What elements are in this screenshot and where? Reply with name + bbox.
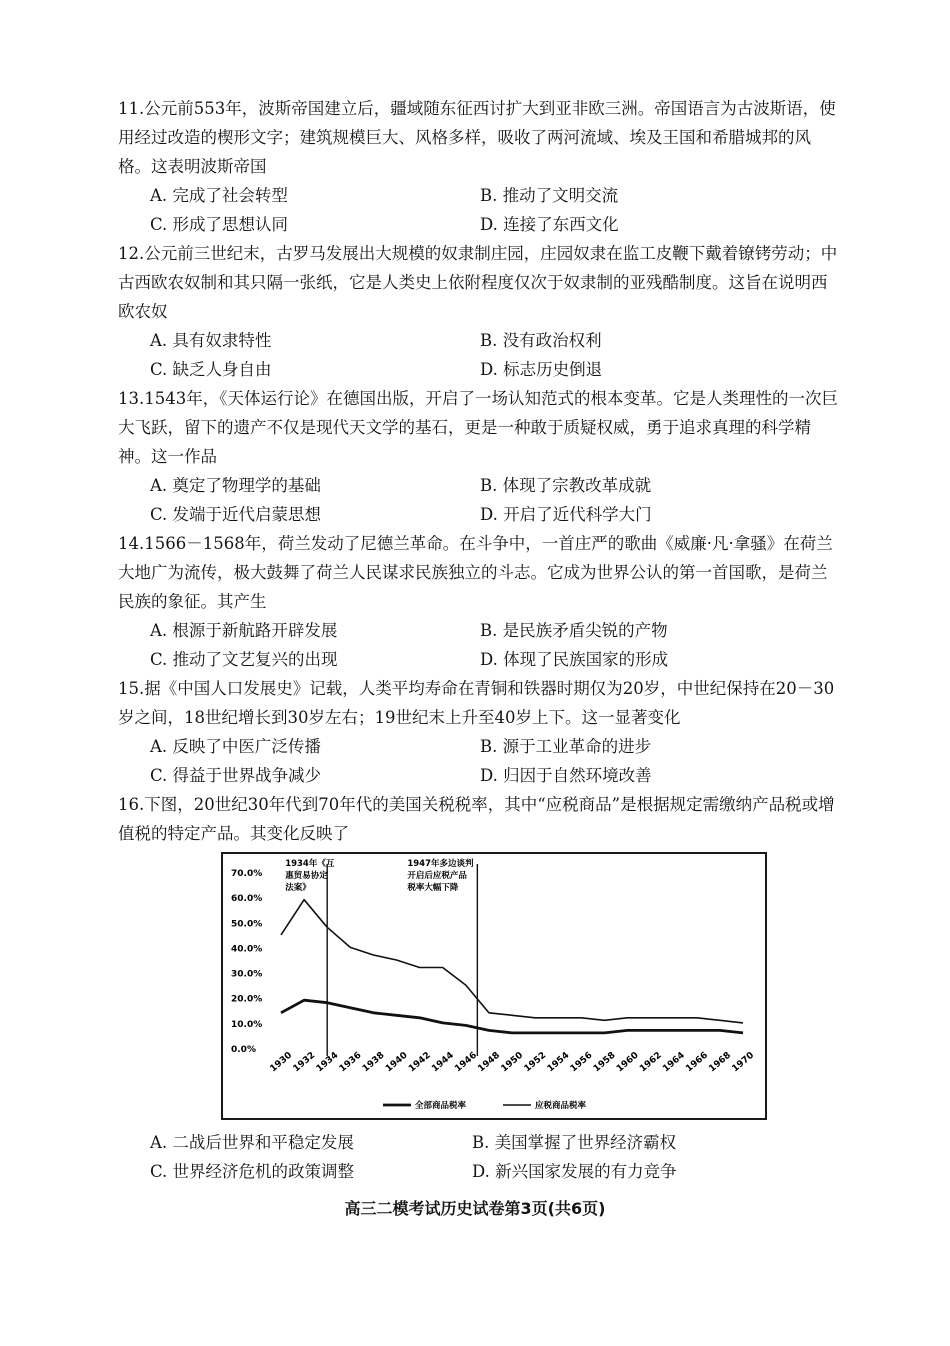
question-14 (118, 529, 840, 674)
question-15 (118, 674, 840, 790)
question-stem (118, 529, 840, 616)
annotation-text: 1934年《互 (285, 859, 335, 869)
x-tick-label: 1930 (268, 1050, 295, 1075)
legend-label: 全部商品税率 (415, 1101, 467, 1111)
option-d: D. 体现了民族国家的形成 (480, 650, 669, 669)
option-d: D. 连接了东西文化 (480, 215, 619, 234)
option-a: A. 根源于新航路开辟发展 (150, 621, 338, 640)
option-b: B. 是民族矛盾尖锐的产物 (480, 621, 668, 640)
page-footer: 高三二模考试历史试卷第3页(共6页) (344, 1199, 606, 1218)
option-c: C. 世界经济危机的政策调整 (150, 1162, 355, 1181)
question-text: 下图，20世纪30年代到70年代的美国关税税率，其中“应税商品”是根据规定需缴纳产品税或增值税的特定产品。其变化反映了 (118, 795, 835, 843)
option-d: D. 归因于自然环境改善 (480, 766, 652, 785)
x-tick-label: 1950 (499, 1050, 526, 1075)
annotation-text: 开启后应税产品 (407, 871, 467, 881)
options (118, 616, 840, 674)
question-stem (118, 384, 840, 471)
options (118, 326, 840, 384)
question-text: 1566－1568年，荷兰发动了尼德兰革命。在斗争中，一首庄严的歌曲《威廉·凡·拿骚》在荷兰大地广为流传，极大鼓舞了荷兰人民谋求民族独立的斗志。它成为世界公认的第一首国歌，是荷兰民族的象征。其产生 (118, 534, 833, 611)
option-a: A. 奠定了物理学的基础 (150, 476, 321, 495)
option-a: A. 具有奴隶特性 (150, 331, 272, 350)
x-tick-label: 1968 (707, 1050, 734, 1075)
x-tick-label: 1942 (407, 1050, 433, 1075)
question-stem (118, 790, 840, 848)
x-tick-label: 1970 (730, 1050, 757, 1075)
option-b: B. 美国掌握了世界经济霸权 (472, 1133, 677, 1152)
question-number: 13. (118, 389, 145, 408)
y-tick-label: 60.0% (231, 894, 263, 905)
x-tick-label: 1962 (638, 1050, 664, 1075)
options (118, 181, 840, 239)
x-tick-label: 1938 (360, 1050, 387, 1075)
question-12 (118, 239, 840, 384)
x-tick-label: 1964 (661, 1050, 687, 1075)
x-tick-label: 1932 (291, 1050, 318, 1075)
y-tick-label: 0.0% (231, 1045, 256, 1055)
question-number: 14. (118, 534, 145, 553)
series-line (281, 900, 743, 1023)
question-text: 公元前三世纪末，古罗马发展出大规模的奴隶制庄园，庄园奴隶在监工皮鞭下戴着镣铐劳动；中古西欧农奴制和其只隔一张纸，它是人类史上依附程度仅次于奴隶制的亚残酷制度。这旨在说明西欧农奴 (118, 244, 838, 321)
question-number: 12. (118, 244, 145, 263)
x-tick-label: 1946 (453, 1050, 479, 1075)
annotation-text: 税率大幅下降 (407, 883, 459, 893)
question-text: 公元前553年，波斯帝国建立后，疆域随东征西讨扩大到亚非欧三洲。帝国语言为古波斯语，使用经过改造的楔形文字；建筑规模巨大、风格多样，吸收了两河流域、埃及王国和希腊城邦的风格。这表明波斯帝国 (118, 99, 836, 176)
option-c: C. 缺乏人身自由 (150, 360, 272, 379)
y-tick-label: 40.0% (231, 944, 263, 955)
x-tick-label: 1958 (591, 1050, 618, 1075)
question-number: 16. (118, 795, 145, 814)
tariff-chart (221, 852, 767, 1120)
y-tick-label: 50.0% (231, 919, 263, 930)
question-text: 据《中国人口发展史》记载，人类平均寿命在青铜和铁器时期仅为20岁，中世纪保持在20－30岁之间，18世纪增长到30岁左右；19世纪末上升至40岁上下。这一显著变化 (118, 679, 835, 727)
x-tick-label: 1966 (684, 1050, 710, 1075)
x-tick-label: 1954 (545, 1050, 572, 1075)
option-d: D. 开启了近代科学大门 (480, 505, 652, 524)
tariff-chart-svg (223, 854, 765, 1118)
options (118, 732, 840, 790)
question-16-options (150, 1128, 840, 1186)
y-tick-label: 70.0% (231, 869, 263, 879)
option-b: B. 推动了文明交流 (480, 186, 619, 205)
question-11 (118, 94, 840, 239)
x-tick-label: 1948 (476, 1050, 503, 1075)
annotation-text: 1947年多边谈判 (407, 859, 474, 869)
question-13 (118, 384, 840, 529)
question-16 (118, 790, 840, 848)
option-c: C. 得益于世界战争减少 (150, 766, 322, 785)
y-tick-label: 20.0% (231, 994, 263, 1005)
y-tick-label: 10.0% (231, 1019, 263, 1030)
options (118, 471, 840, 529)
y-tick-label: 30.0% (231, 969, 263, 980)
option-c: C. 发端于近代启蒙思想 (150, 505, 322, 524)
option-a: A. 二战后世界和平稳定发展 (150, 1133, 354, 1152)
x-tick-label: 1944 (430, 1050, 456, 1075)
option-d: D. 标志历史倒退 (480, 360, 603, 379)
annotation-text: 惠贸易协定 (285, 871, 328, 881)
question-stem (118, 674, 840, 732)
series-line (281, 1000, 743, 1033)
x-tick-label: 1936 (337, 1050, 364, 1075)
question-number: 11. (118, 99, 145, 118)
x-tick-label: 1956 (568, 1050, 595, 1075)
option-d: D. 新兴国家发展的有力竞争 (472, 1162, 677, 1181)
option-a: A. 完成了社会转型 (150, 186, 288, 205)
option-b: B. 体现了宗教改革成就 (480, 476, 652, 495)
option-a: A. 反映了中医广泛传播 (150, 737, 321, 756)
question-stem (118, 239, 840, 326)
question-stem (118, 94, 840, 181)
option-b: B. 源于工业革命的进步 (480, 737, 652, 756)
x-tick-label: 1934 (314, 1050, 341, 1075)
option-b: B. 没有政治权利 (480, 331, 602, 350)
x-tick-label: 1960 (615, 1050, 641, 1075)
question-number: 15. (118, 679, 145, 698)
annotation-text: 法案》 (285, 883, 311, 893)
x-tick-label: 1952 (522, 1050, 549, 1075)
question-text: 1543年，《天体运行论》在德国出版，开启了一场认知范式的根本变革。它是人类理性的一次巨大飞跃，留下的遗产不仅是现代天文学的基石，更是一种敢于质疑权威，勇于追求真理的科学精神。这一作品 (118, 389, 838, 466)
option-c: C. 推动了文艺复兴的出现 (150, 650, 338, 669)
legend-label: 应税商品税率 (535, 1101, 587, 1111)
option-c: C. 形成了思想认同 (150, 215, 289, 234)
x-tick-label: 1940 (384, 1050, 410, 1075)
